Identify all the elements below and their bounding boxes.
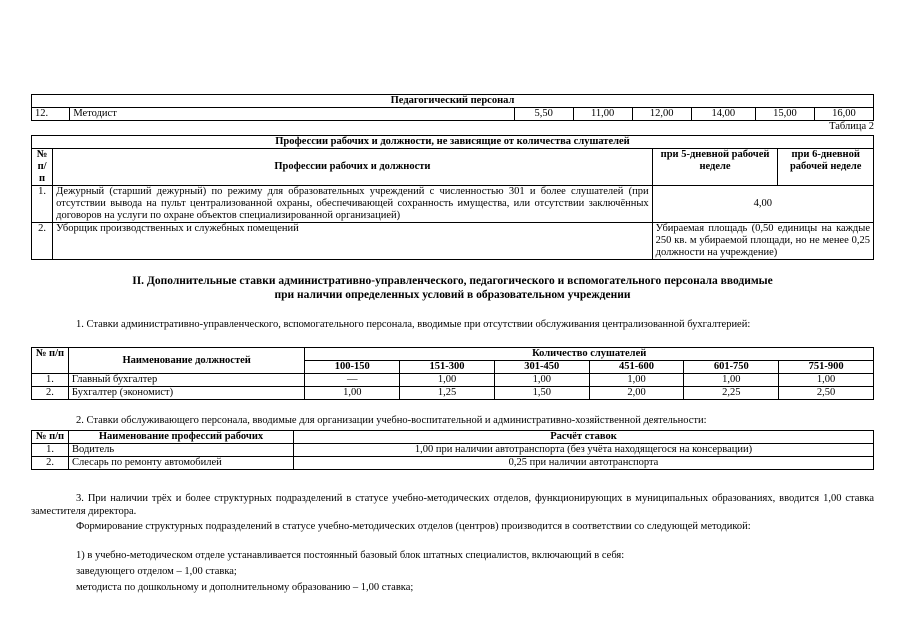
row-calc: 0,25 при наличии автотранспорта [294, 457, 874, 470]
col-header-name: Профессии рабочих и должности [53, 149, 653, 186]
row-value: 11,00 [573, 108, 632, 121]
table-row [32, 444, 874, 457]
col-header-range: 601-750 [684, 361, 779, 374]
row-value: 5,50 [514, 108, 573, 121]
paragraph: методиста по дошкольному и дополнительному образованию – 1,00 ставка; [76, 582, 414, 593]
col-header-group: Количество слушателей [305, 348, 874, 361]
table-caption: Таблица 2 [829, 121, 874, 132]
row-name: Главный бухгалтер [68, 374, 304, 387]
col-header-range: 301-450 [494, 361, 589, 374]
row-value: 12,00 [632, 108, 691, 121]
col-header-num: № п/п [32, 431, 69, 444]
col-header-range: 100-150 [305, 361, 400, 374]
row-value: 16,00 [814, 108, 873, 121]
col-header-name: Наименование должностей [68, 348, 304, 374]
row-value: 1,00 [589, 374, 684, 387]
row-number: 1. [32, 444, 69, 457]
row-number: 1. [32, 374, 69, 387]
row-value: 2,50 [779, 387, 874, 400]
table-pedagogical-staff [31, 94, 874, 121]
col-header-6day: при 6-дневной рабочей неделе [778, 149, 874, 186]
table-row [32, 223, 874, 260]
col-header-range: 751-900 [779, 361, 874, 374]
table-worker-professions [31, 135, 874, 260]
paragraph: заведующего отделом – 1,00 ставка; [76, 566, 237, 577]
paragraph: 3. При наличии трёх и более структурных подразделений в статусе учебно-методических отделов, функционирующих в муниципальных образованиях, вводится 1,00 ставка заместителя директора. [31, 493, 874, 517]
row-calc: 1,00 при наличии автотранспорта (без учёта находящегося на консервации) [294, 444, 874, 457]
row-value: 1,00 [684, 374, 779, 387]
row-value: 1,00 [494, 374, 589, 387]
paragraph: 1. Ставки административно-управленческого, вспомогательного персонала, вводимые при отсутствии обслуживания централизованной бухгалтерией: [76, 319, 751, 330]
col-header-name: Наименование профессий рабочих [69, 431, 294, 444]
row-number: 2. [32, 387, 69, 400]
row-value: 15,00 [755, 108, 814, 121]
col-header-range: 151-300 [400, 361, 495, 374]
row-name: Слесарь по ремонту автомобилей [69, 457, 294, 470]
row-name: Бухгалтер (экономист) [68, 387, 304, 400]
section-title-line1: II. Дополнительные ставки административно-управленческого, педагогического и вспомогательного персонала вводимые [132, 275, 773, 287]
table-row [32, 374, 874, 387]
col-header-calc: Расчёт ставок [294, 431, 874, 444]
table-row [32, 457, 874, 470]
col-header-range: 451-600 [589, 361, 684, 374]
row-name: Водитель [69, 444, 294, 457]
table-accounting-staff [31, 347, 874, 400]
col-header-num: № п/п [32, 348, 69, 374]
row-name: Методист [70, 108, 514, 121]
row-value: 1,25 [400, 387, 495, 400]
row-number: 12. [32, 108, 70, 121]
table-row [32, 387, 874, 400]
section-title-line2: при наличии определенных условий в образовательном учреждении [274, 289, 631, 301]
row-name: Дежурный (старший дежурный) по режиму для образовательных учреждений с численностью 301 и более слушателей (при отсутствии вывода на пульт централизованной охраны, обеспечивающей сохранность имущества, или отсутствии заключённых договоров на услуги по охране объектов специализированной организацией) [53, 186, 653, 223]
row-value: 4,00 [652, 186, 873, 223]
paragraph: Формирование структурных подразделений в статусе учебно-методических отделов (центров) производится в соответствии со следующей методикой: [76, 521, 751, 532]
row-value: 14,00 [691, 108, 755, 121]
row-number: 2. [32, 223, 53, 260]
paragraph: 1) в учебно-методическом отделе устанавливается постоянный базовый блок штатных специалистов, включающий в себя: [76, 550, 625, 561]
row-value: 1,00 [400, 374, 495, 387]
table-service-staff [31, 430, 874, 470]
table-title: Профессии рабочих и должности, не зависящие от количества слушателей [32, 136, 874, 149]
row-number: 2. [32, 457, 69, 470]
table-row [32, 108, 874, 121]
table-section-header: Педагогический персонал [32, 95, 874, 108]
row-value: 2,25 [684, 387, 779, 400]
table-row [32, 186, 874, 223]
paragraph: 2. Ставки обслуживающего персонала, вводимые для организации учебно-воспитательной и административно-хозяйственной деятельности: [76, 415, 707, 426]
row-value: 1,00 [779, 374, 874, 387]
row-value: — [305, 374, 400, 387]
row-number: 1. [32, 186, 53, 223]
col-header-num: № п/п [32, 149, 53, 186]
row-value: 1,50 [494, 387, 589, 400]
col-header-5day: при 5-дневной рабочей неделе [652, 149, 778, 186]
row-value: Убираемая площадь (0,50 единицы на каждые 250 кв. м убираемой площади, но не менее 0,25 должности на учреждение) [652, 223, 873, 260]
row-value: 1,00 [305, 387, 400, 400]
row-value: 2,00 [589, 387, 684, 400]
row-name: Уборщик производственных и служебных помещений [53, 223, 653, 260]
